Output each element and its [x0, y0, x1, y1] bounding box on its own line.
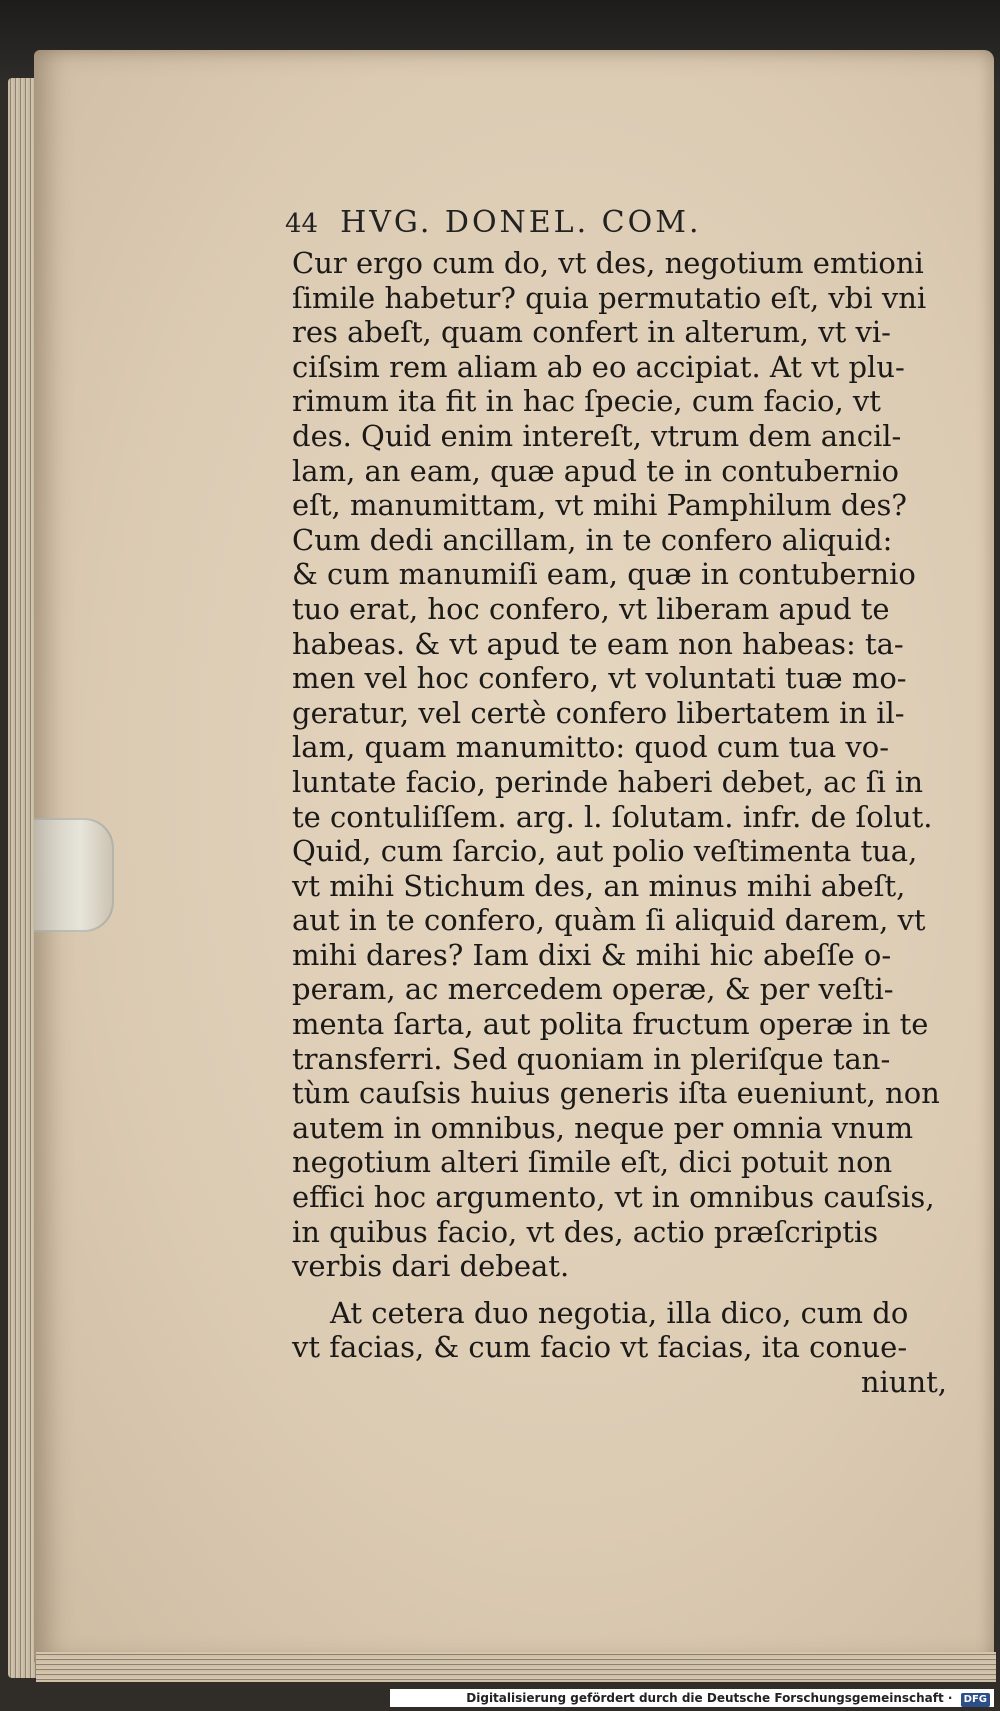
text-line: rimum ita fit in hac ſpecie, cum facio, vt: [292, 384, 881, 419]
text-line: peram, ac mercedem operæ, & per veſti-: [292, 972, 894, 1007]
text-line: vt mihi Stichum des, an minus mihi abeſt,: [292, 868, 906, 903]
page-edges-bottom: [36, 1652, 996, 1682]
running-title: HVG. DONEL. COM.: [340, 205, 702, 240]
text-line: res abeſt, quam confert in alterum, vt vi-: [292, 315, 891, 350]
text-line: negotium alteri ſimile eſt, dici potuit non: [292, 1145, 893, 1180]
text-line: men vel hoc confero, vt voluntati tuæ mo-: [292, 661, 907, 696]
text-line: effici hoc argumento, vt in omnibus cauſsis,: [292, 1180, 935, 1215]
text-line: te contuliſſem. arg. l. ſolutam. infr. de ſolut.: [292, 799, 933, 834]
text-line: Cum dedi ancillam, in te confero aliquid:: [292, 522, 893, 557]
text-line: eſt, manumittam, vt mihi Pamphilum des?: [292, 488, 907, 523]
catchword: niunt,: [860, 1365, 947, 1399]
text-line: transferri. Sed quoniam in pleriſque tan-: [292, 1041, 891, 1076]
text-line: menta ſarta, aut polita fructum operæ in te: [292, 1007, 929, 1042]
text-line: Quid, cum ſarcio, aut polio veſtimenta tua,: [292, 834, 918, 869]
text-line: Cur ergo cum do, vt des, negotium emtioni: [292, 246, 924, 280]
text-line: aut in te confero, quàm ſi aliquid darem, vt: [292, 903, 926, 938]
text-line: & cum manumiſi eam, quæ in contubernio: [292, 557, 916, 592]
text-body: [292, 246, 947, 1400]
text-line: tuo erat, hoc confero, vt liberam apud te: [292, 591, 890, 626]
running-header: [285, 205, 805, 245]
page-clip: [34, 818, 114, 932]
text-line: lam, quam manumitto: quod cum tua vo-: [292, 730, 890, 765]
text-line: autem in omnibus, neque per omnia vnum: [292, 1110, 914, 1145]
footer-credit: Digitalisierung gefördert durch die Deutsche Forschungsgemeinschaft ·: [466, 1691, 953, 1705]
text-line: lam, an eam, quæ apud te in contubernio: [292, 453, 900, 488]
text-line: mihi dares? Iam dixi & mihi hic abeſſe o-: [292, 937, 892, 972]
text-line: in quibus facio, vt des, actio præſcriptis: [292, 1214, 879, 1249]
text-line: At cetera duo negotia, illa dico, cum do: [330, 1295, 909, 1330]
text-line: habeas. & vt apud te eam non habeas: ta-: [292, 626, 904, 661]
text-line: ſimile habetur? quia permutatio eſt, vbi vni: [292, 280, 927, 315]
page-number: 44: [285, 209, 319, 239]
text-line: luntate facio, perinde haberi debet, ac ſi in: [292, 764, 924, 799]
dfg-logo: DFG: [961, 1693, 990, 1707]
text-line: verbis dari debeat.: [292, 1249, 570, 1284]
text-line: des. Quid enim intereſt, vtrum dem ancil-: [292, 418, 902, 453]
text-line: tùm cauſsis huius generis iſta eueniunt, non: [292, 1076, 940, 1111]
digitization-footer: [390, 1689, 994, 1707]
page-edges-left: [8, 78, 36, 1678]
text-line: ciſsim rem aliam ab eo accipiat. At vt plu-: [292, 349, 905, 384]
paragraph-gap: [292, 1284, 947, 1296]
text-line: vt facias, & cum facio vt facias, ita conue-: [292, 1330, 908, 1365]
text-line: geratur, vel certè confero libertatem in il-: [292, 695, 905, 730]
